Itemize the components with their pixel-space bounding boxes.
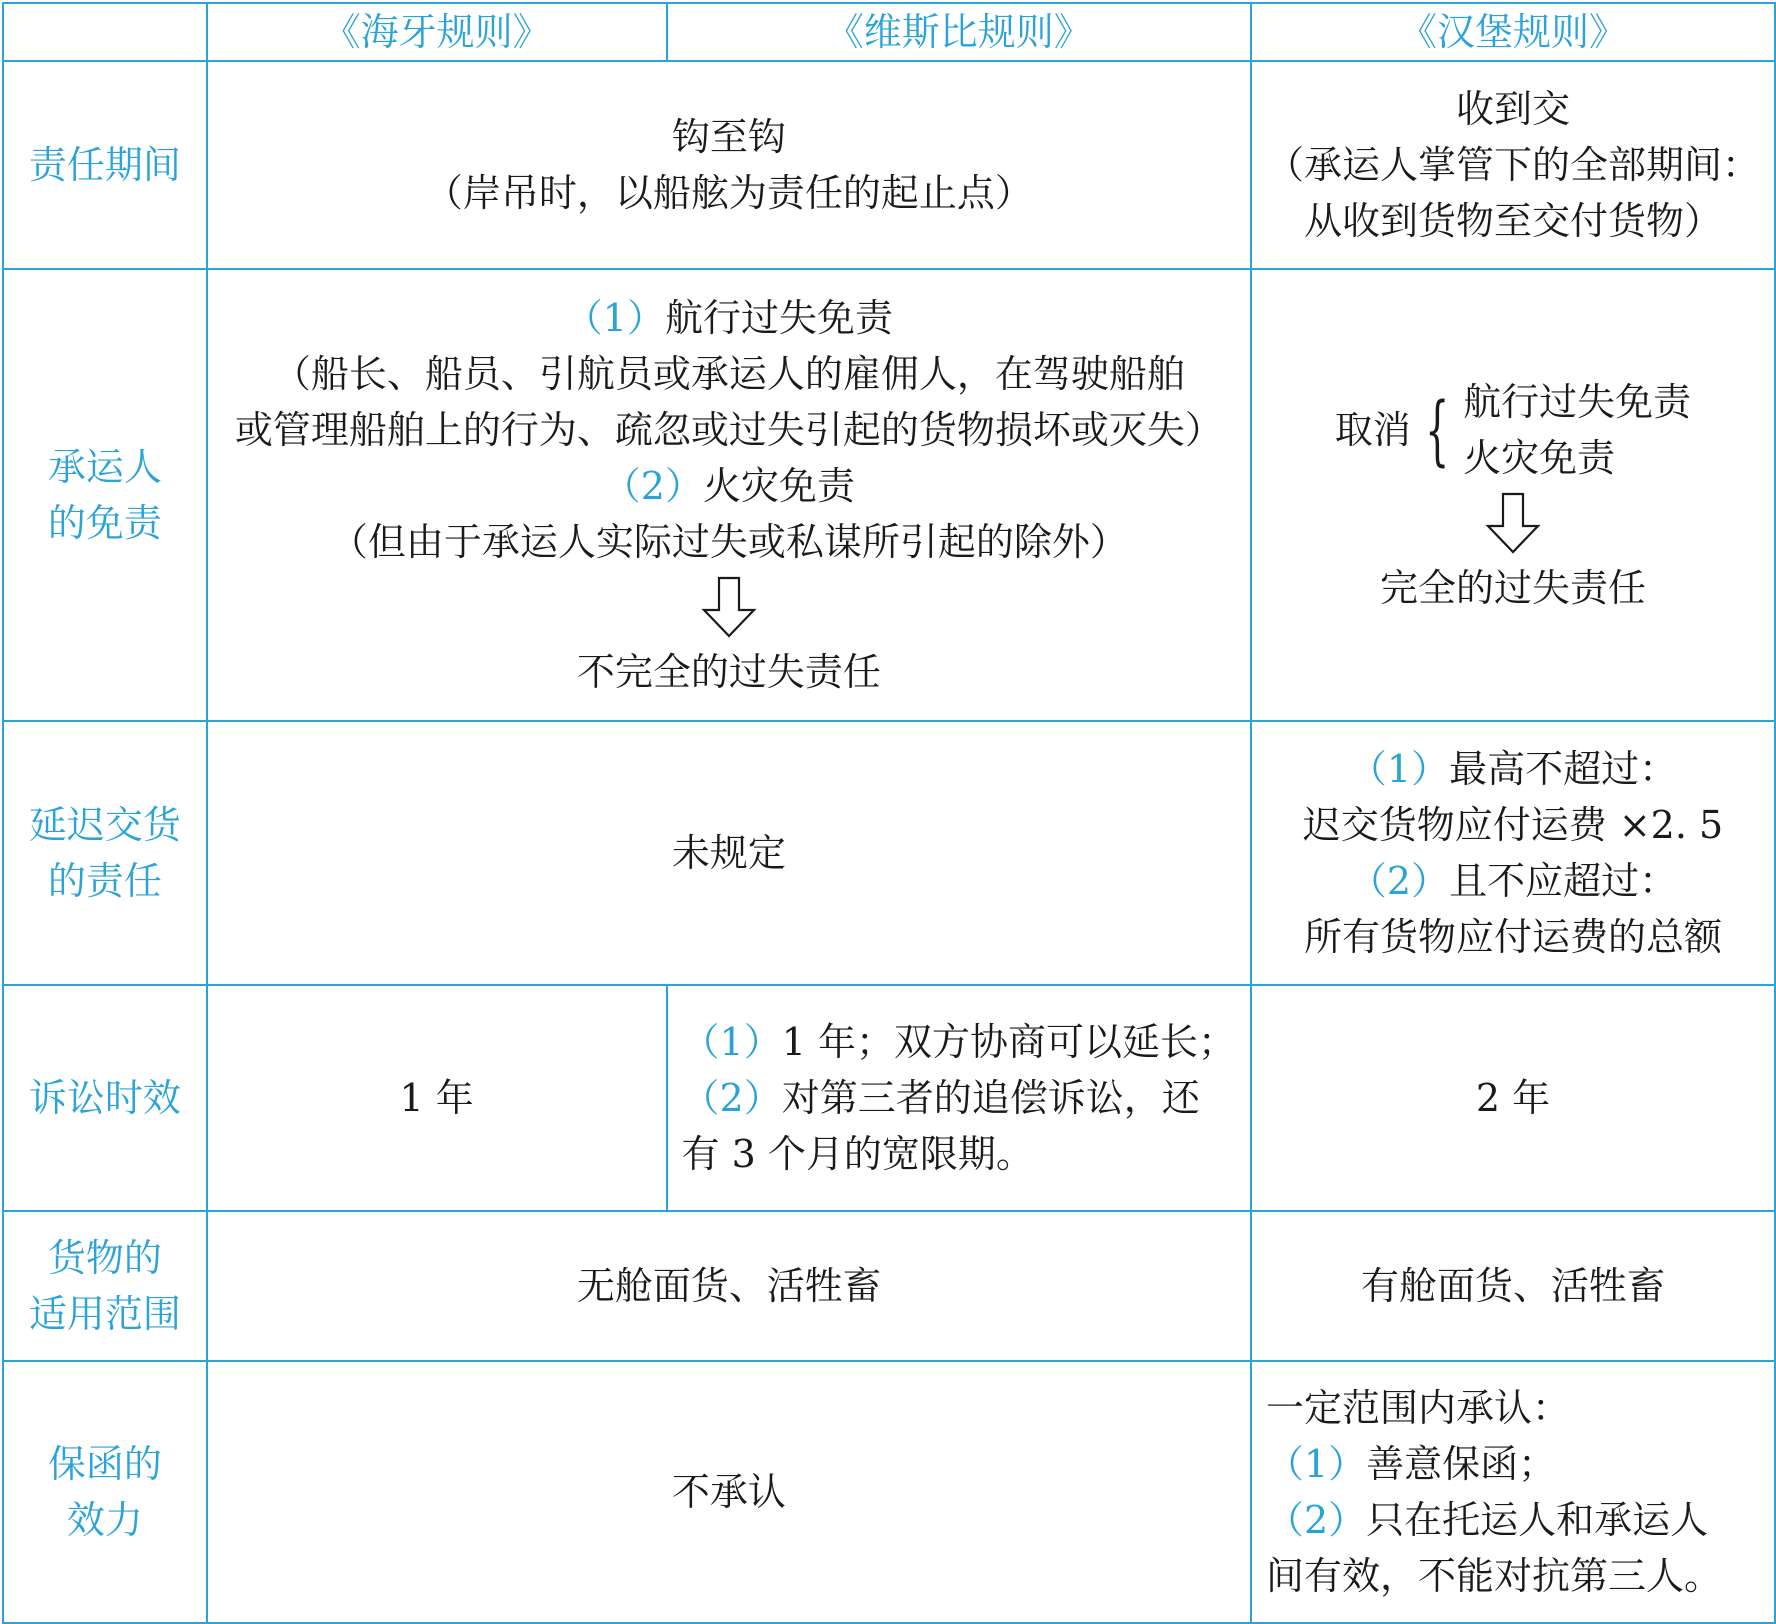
row-guarantee-effect bbox=[3, 1361, 1775, 1623]
label-guarantee-effect: 保函的 效力 bbox=[3, 1361, 207, 1623]
row-limitation bbox=[3, 985, 1775, 1211]
row-delay-liability bbox=[3, 721, 1775, 985]
comparison-table bbox=[2, 2, 1776, 1624]
delay-hague-visby: 未规定 bbox=[207, 721, 1251, 985]
label-carrier-exemption: 承运人 的免责 bbox=[3, 269, 207, 721]
limitation-visby: （1）1 年；双方协商可以延长； （2）对第三者的追偿诉讼，还 有 3 个月的宽限期。 bbox=[667, 985, 1251, 1211]
row-carrier-exemption bbox=[3, 269, 1775, 721]
period-hague-visby: 钩至钩 （岸吊时，以船舷为责任的起止点） bbox=[207, 61, 1251, 269]
label-cargo-scope: 货物的 适用范围 bbox=[3, 1211, 207, 1361]
down-arrow-icon bbox=[701, 576, 757, 638]
header-visby: 《维斯比规则》 bbox=[667, 3, 1251, 61]
row-liability-period bbox=[3, 61, 1775, 269]
header-empty-cell bbox=[3, 3, 207, 61]
limitation-hamburg: 2 年 bbox=[1251, 985, 1775, 1211]
row-cargo-scope bbox=[3, 1211, 1775, 1361]
header-hague: 《海牙规则》 bbox=[207, 3, 667, 61]
exemption-hague-visby: （1）航行过失免责 （船长、船员、引航员或承运人的雇佣人，在驾驶船舶 或管理船舶上的行为、疏忽或过失引起的货物损坏或灭失） （2）火灾免责 （但由于承运人实际过失或私谋所引起的除外） 不完全的过失责任 bbox=[207, 269, 1251, 721]
header-row bbox=[3, 3, 1775, 61]
guarantee-hamburg: 一定范围内承认： （1）善意保函； （2）只在托运人和承运人 间有效，不能对抗第三人。 bbox=[1251, 1361, 1775, 1623]
period-hamburg: 收到交 （承运人掌管下的全部期间： 从收到货物至交付货物） bbox=[1251, 61, 1775, 269]
down-arrow-icon bbox=[1485, 492, 1541, 554]
cancel-group: 取消 { 航行过失免责 火灾免责 bbox=[1334, 380, 1692, 480]
header-hamburg: 《汉堡规则》 bbox=[1251, 3, 1775, 61]
scope-hamburg: 有舱面货、活牲畜 bbox=[1251, 1211, 1775, 1361]
exemption-hamburg-result: 完全的过失责任 bbox=[1379, 566, 1646, 610]
brace-icon: { bbox=[1424, 385, 1450, 474]
label-delay-liability: 延迟交货 的责任 bbox=[3, 721, 207, 985]
label-liability-period: 责任期间 bbox=[3, 61, 207, 269]
delay-hamburg: （1）最高不超过： 迟交货物应付运费 ×2. 5 （2）且不应超过： 所有货物应付运费的总额 bbox=[1251, 721, 1775, 985]
exemption-hv-result: 不完全的过失责任 bbox=[576, 650, 881, 694]
limitation-hague: 1 年 bbox=[207, 985, 667, 1211]
scope-hague-visby: 无舱面货、活牲畜 bbox=[207, 1211, 1251, 1361]
guarantee-hague-visby: 不承认 bbox=[207, 1361, 1251, 1623]
exemption-hamburg bbox=[1251, 269, 1775, 721]
label-limitation: 诉讼时效 bbox=[3, 985, 207, 1211]
